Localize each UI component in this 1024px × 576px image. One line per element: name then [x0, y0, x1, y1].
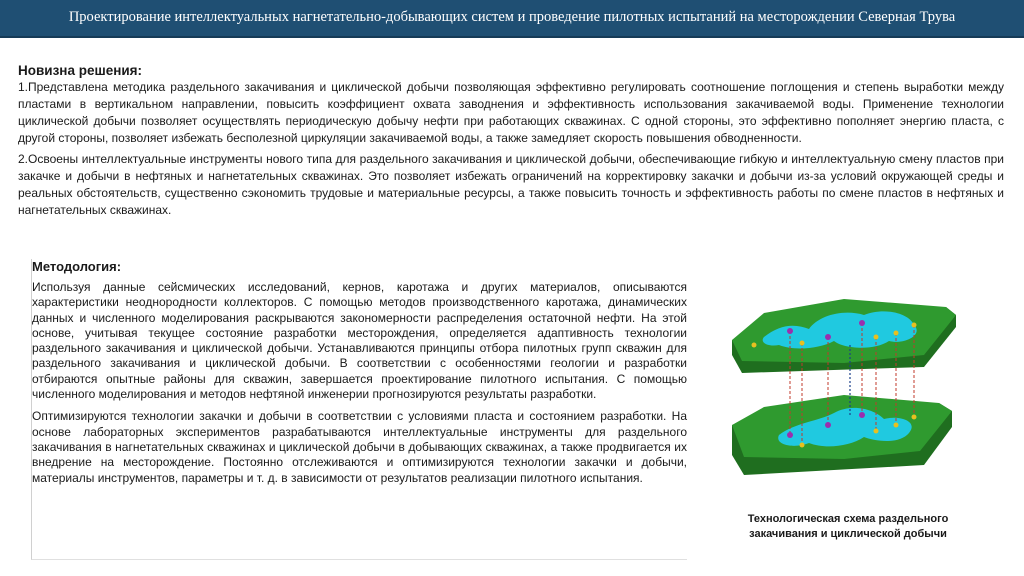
producer-well-marker — [894, 331, 899, 336]
novelty-paragraph-2: 2.Освоены интеллектуальные инструменты нового типа для раздельного закачивания и циклической добычи, обеспечивающие гибкую и интеллектуальную смену пластов при закачке и добычи в нефтяных и нагнетательных скважинах. Это позволяет избежать ограничений на корректировку закачки и добычи из-за условий окружающей среды и реальных обстоятельств, существенно сэкономить трудовые и материальные ресурсы, а также повысить точность и эффективность работы по смене пластов в нефтяных и нагнетательных скважинах. — [18, 152, 1004, 217]
figure-caption: Технологическая схема раздельного закачивания и циклической добычи — [747, 513, 949, 540]
injector-well-marker — [825, 334, 831, 340]
producer-well-marker — [874, 335, 879, 340]
methodology-paragraph-2: Оптимизируются технологии закачки и добычи в соответствии с условиями пласта и состоянием разработки. На основе лабораторных экспериментов разрабатываются интеллектуальные инструменты для раздельного закачивания в нагнетательных скважинах и циклической добычи в добывающих скважинах, а также продвигается их внедрение на месторождение. Постоянно отслеживаются и оптимизируются технологии закачки и добычи, материалы инструментов, параметры и т. д. в зависимости от результатов реализации пилотного испытания. — [32, 409, 687, 485]
injector-well-marker — [859, 320, 865, 326]
producer-well-marker — [894, 423, 899, 428]
producer-well-marker — [912, 323, 917, 328]
novelty-section — [18, 63, 1004, 219]
injector-well-marker — [787, 432, 793, 438]
injector-well-marker — [787, 328, 793, 334]
injector-well-marker — [825, 422, 831, 428]
scheme-illustration — [724, 285, 972, 495]
reservoir-layers-diagram — [724, 285, 972, 495]
producer-well-marker — [874, 429, 879, 434]
methodology-section — [31, 259, 687, 560]
header-bar — [0, 0, 1024, 38]
producer-well-marker — [800, 341, 805, 346]
novelty-paragraph-1: 1.Представлена методика раздельного закачивания и циклической добычи позволяющая эффективно регулировать соотношение поглощения и степень выработки между пластами в вертикальном направлении, повысить коэффициент охвата заводнения и эффективность использования закачиваемой воды. Применение технологии циклической добычи позволяет осуществлять периодическую добычу нефти при работающих скважинах. С одной стороны, это эффективно пополняет энергию пласта, с другой стороны, позволяет избежать бесполезной циркуляции закачиваемой воды, а также замедляет скорость повышения обводненности. — [18, 80, 1004, 145]
novelty-heading: Новизна решения: — [18, 63, 143, 78]
producer-well-marker — [800, 443, 805, 448]
methodology-heading: Методология: — [32, 259, 122, 274]
slide-title: Проектирование интеллектуальных нагнетательно-добывающих систем и проведение пилотных испытаний на месторождении Северная Трува — [68, 9, 956, 25]
producer-well-marker — [912, 415, 917, 420]
injector-well-marker — [859, 412, 865, 418]
methodology-paragraph-1: Используя данные сейсмических исследований, кернов, каротажа и других материалов, описываются характеристики неоднородности коллекторов. С помощью методов производственного каротажа, динамических данных и численного моделирования раскрываются закономерности распределения остаточной нефти. На этой основе, учитывая текущее состояние разработки месторождения, определяется адаптивность технологии раздельного закачивания и циклической добычи. Устанавливаются принципы отбора пилотных групп скважин для раздельного закачивания и циклической добычи. В соответствии с особенностями геологии и разработки отбираются опытные районы для скважин, завершается проектирование пилотного испытания. С помощью численного моделирования и методов нефтяной инженерии прогнозируются результаты разработки. — [32, 280, 687, 402]
producer-well-marker — [752, 343, 757, 348]
